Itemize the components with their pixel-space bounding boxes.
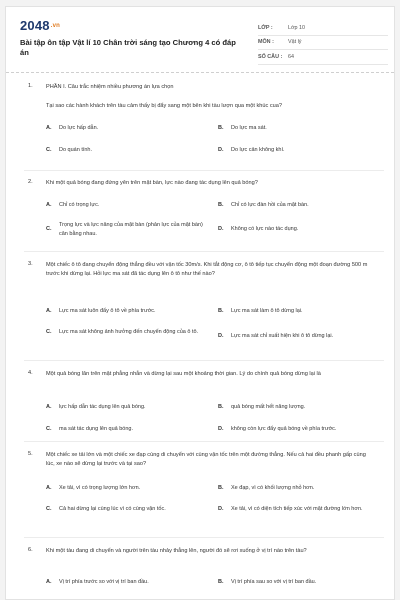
- question-text: Khi một tàu đang di chuyển và người trên tàu nhảy thẳng lên, người đó sẽ rơi xuống ở vị trí nào trên tàu?: [46, 548, 307, 554]
- option-b[interactable]: [218, 484, 376, 493]
- option-text: Lực ma sát luôn đẩy ô tô về phía trước.: [59, 308, 156, 314]
- option-text: Trọng lực và lực nâng của mặt bàn (phản lực của mặt bàn) cân bằng nhau.: [59, 222, 203, 237]
- option-letter: A.: [46, 404, 52, 410]
- option-letter: C.: [46, 329, 52, 335]
- option-text: Chỉ có trọng lực.: [59, 202, 100, 208]
- option-d[interactable]: [218, 225, 376, 234]
- question-divider: [24, 170, 384, 171]
- meta-value: 64: [288, 53, 294, 60]
- option-c[interactable]: [46, 221, 204, 238]
- option-a[interactable]: [46, 201, 204, 210]
- option-letter: B.: [218, 579, 224, 585]
- option-letter: D.: [218, 506, 224, 512]
- option-letter: D.: [218, 333, 224, 339]
- question-divider: [24, 360, 384, 361]
- option-b[interactable]: [218, 307, 376, 316]
- question-text: Khi một quả bóng đang đứng yên trên mặt bàn, lực nào đang tác dụng lên quả bóng?: [46, 180, 258, 186]
- option-d[interactable]: [218, 332, 376, 341]
- option-letter: C.: [46, 226, 52, 233]
- option-letter: C.: [46, 426, 52, 432]
- option-d[interactable]: [218, 505, 376, 514]
- question-number: 2.: [28, 179, 33, 185]
- option-text: Do quán tính.: [59, 147, 93, 153]
- meta-row-class: [258, 21, 388, 36]
- option-text: Lực ma sát chỉ xuất hiện khi ô tô dừng lại.: [231, 333, 334, 339]
- option-c[interactable]: [46, 146, 204, 155]
- option-text: Cả hai dừng lại cùng lúc vì có cùng vận tốc.: [59, 506, 166, 512]
- question-number: 5.: [28, 451, 33, 457]
- option-c[interactable]: [46, 425, 204, 434]
- document-title: Bài tập ôn tập Vật lí 10 Chân trời sáng tạo Chương 4 có đáp án: [20, 38, 236, 57]
- option-text: Do lực hấp dẫn.: [59, 125, 99, 131]
- option-letter: A.: [46, 485, 52, 491]
- option-letter: D.: [218, 426, 224, 432]
- option-b[interactable]: [218, 124, 376, 133]
- option-letter: B.: [218, 125, 224, 131]
- question-divider: [24, 537, 384, 538]
- site-logo[interactable]: [20, 18, 60, 33]
- option-text: Vị trí phía sau so với vị trí ban đầu.: [231, 579, 317, 585]
- question-text: Một chiếc xe tải lớn và một chiếc xe đạp cùng di chuyển với cùng vận tốc trên một đường thẳng. Nếu cả hai đều phanh gấp cùng lúc, xe nào sẽ dừng lại trước và tại sao?: [46, 452, 366, 467]
- question-number: 1.: [28, 83, 33, 89]
- question-heading: PHẦN I. Câu trắc nhiệm nhiều phương án lựa chọn: [46, 84, 174, 90]
- option-c[interactable]: [46, 328, 204, 337]
- logo-suffix: .vn: [50, 23, 61, 29]
- option-letter: A.: [46, 202, 52, 208]
- option-letter: D.: [218, 147, 224, 153]
- option-b[interactable]: [218, 403, 376, 412]
- option-text: Chỉ có lực đàn hồi của mặt bàn.: [231, 202, 309, 208]
- option-letter: B.: [218, 485, 224, 491]
- option-a[interactable]: [46, 484, 204, 493]
- option-b[interactable]: [218, 201, 376, 210]
- option-letter: D.: [218, 226, 224, 232]
- meta-key: MÔN :: [258, 39, 274, 46]
- option-letter: A.: [46, 308, 52, 314]
- option-a[interactable]: [46, 403, 204, 412]
- option-letter: B.: [218, 404, 224, 410]
- question-divider: [24, 251, 384, 252]
- option-text: Không có lực nào tác dụng.: [231, 226, 299, 232]
- question-number: 6.: [28, 547, 33, 553]
- option-text: Xe đạp, vì có khối lượng nhỏ hơn.: [231, 485, 315, 491]
- meta-value: Vật lý: [288, 39, 302, 46]
- meta-info: [258, 21, 388, 65]
- option-letter: C.: [46, 506, 52, 512]
- option-a[interactable]: [46, 307, 204, 316]
- option-text: quả bóng mất hết năng lượng.: [231, 404, 306, 410]
- question-number: 3.: [28, 261, 33, 267]
- option-text: Xe tải, vì có trọng lượng lớn hơn.: [59, 485, 141, 491]
- meta-value: Lớp 10: [288, 24, 306, 31]
- option-letter: C.: [46, 147, 52, 153]
- option-letter: B.: [218, 308, 224, 314]
- option-text: Do lực ma sát.: [231, 125, 267, 131]
- option-text: Lực ma sát không ảnh hưởng đến chuyển động của ô tô.: [59, 329, 199, 335]
- option-b[interactable]: [218, 578, 376, 587]
- option-text: ma sát tác dụng lên quả bóng.: [59, 426, 133, 432]
- question-text: Tại sao các hành khách trên tàu cảm thấy bị đẩy sang một bên khi tàu lượn qua một khúc cua?: [46, 103, 282, 109]
- option-text: Do lực cản không khí.: [231, 147, 285, 153]
- option-text: lực hấp dẫn tác dụng lên quả bóng.: [59, 404, 146, 410]
- question-text: Một quả bóng lăn trên mặt phẳng nhẵn và dừng lại sau một khoảng thời gian. Lý do chính quả bóng dừng lại là: [46, 371, 321, 377]
- option-text: Lực ma sát làm ô tô dừng lại.: [231, 308, 303, 314]
- option-d[interactable]: [218, 425, 376, 434]
- option-letter: A.: [46, 125, 52, 131]
- option-text: Vị trí phía trước so với vị trí ban đầu.: [59, 579, 149, 585]
- option-a[interactable]: [46, 578, 204, 587]
- document-header: [6, 7, 394, 73]
- meta-row-subject: [258, 36, 388, 51]
- option-text: không còn lực đẩy quả bóng về phía trước.: [231, 426, 337, 432]
- logo-text: 2048: [20, 18, 50, 33]
- document-page: [5, 6, 395, 600]
- meta-key: SỐ CÂU :: [258, 53, 283, 60]
- question-number: 4.: [28, 370, 33, 376]
- option-c[interactable]: [46, 505, 204, 514]
- option-text: Xe tải, vì có diện tích tiếp xúc với mặt đường lớn hơn.: [231, 506, 363, 512]
- option-a[interactable]: [46, 124, 204, 133]
- option-letter: A.: [46, 579, 52, 585]
- option-d[interactable]: [218, 146, 376, 155]
- question-divider: [24, 441, 384, 442]
- meta-key: LỚP :: [258, 24, 273, 31]
- option-letter: B.: [218, 202, 224, 208]
- meta-row-count: [258, 50, 388, 65]
- question-text: Một chiếc ô tô đang chuyển động thẳng đều với vận tốc 30m/s. Khi tắt động cơ, ô tô tiếp tục chuyển động một đoạn đường 500 m trước khi dừng lại. Hỏi lực ma sát đã tác dụng lên ô tô như thế nào?: [46, 262, 368, 277]
